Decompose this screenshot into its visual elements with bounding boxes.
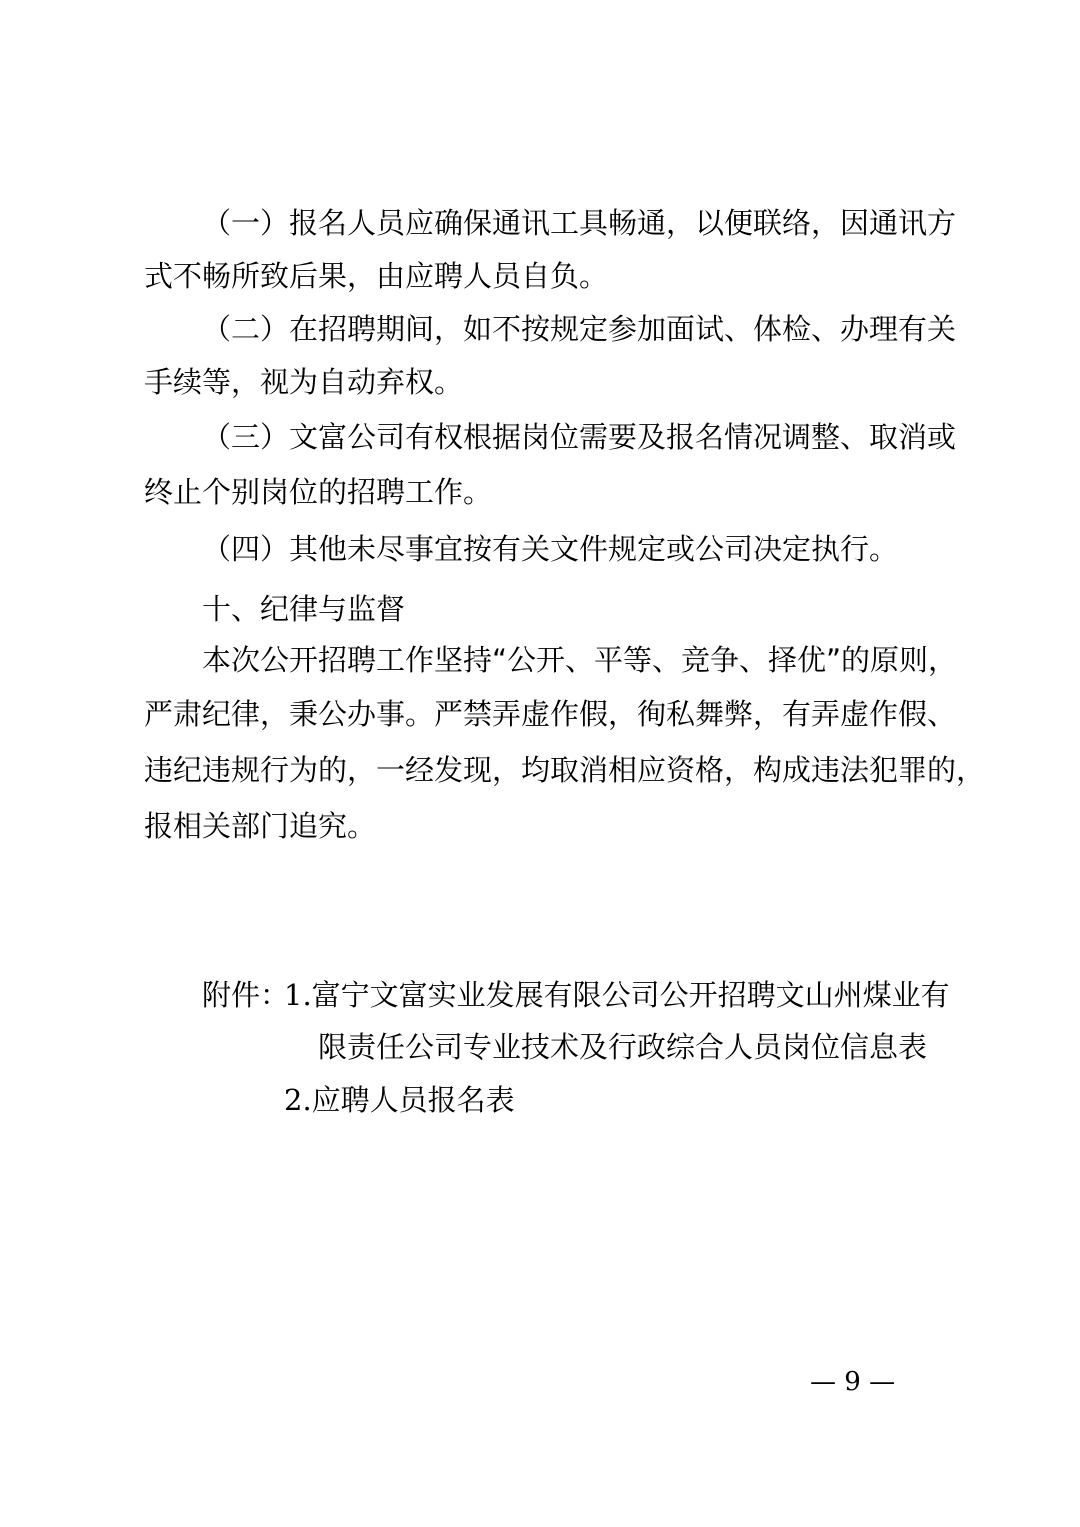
attachment-2-number: 2. [284, 1083, 312, 1117]
attachment-1-title-cont: 限责任公司专业技术及行政综合人员岗位信息表 [318, 1030, 928, 1064]
section-line-1: 本次公开招聘工作坚持“公开、平等、竞争、择优”的原则， [202, 643, 958, 677]
paragraph-3-line-1: （三）文富公司有权根据岗位需要及报名情况调整、取消或 [202, 420, 957, 454]
attachment-2 [284, 1080, 515, 1120]
section-line-3: 违纪违规行为的，一经发现，均取消相应资格，构成违法犯罪的， [144, 753, 986, 787]
paragraph-2-line-2: 手续等，视为自动弃权。 [144, 365, 464, 399]
attachment-1-number: 1. [284, 978, 312, 1012]
section-heading: 十、纪律与监督 [202, 592, 406, 626]
paragraph-1-line-2: 式不畅所致后果，由应聘人员自负。 [144, 259, 609, 293]
attachment-1 [284, 975, 950, 1015]
page-number: — 9 — [810, 1367, 896, 1397]
attachment-1-title: 富宁文富实业发展有限公司公开招聘文山州煤业有 [311, 978, 950, 1012]
paragraph-4: （四）其他未尽事宜按有关文件规定或公司决定执行。 [202, 532, 899, 566]
paragraph-2-line-1: （二）在招聘期间，如不按规定参加面试、体检、办理有关 [202, 312, 957, 346]
section-line-4: 报相关部门追究。 [144, 809, 377, 843]
paragraph-3-line-2: 终止个别岗位的招聘工作。 [144, 475, 493, 509]
section-line-2: 严肃纪律，秉公办事。严禁弄虚作假，徇私舞弊，有弄虚作假、 [144, 697, 957, 731]
attachments-label: 附件： [202, 978, 290, 1012]
paragraph-1-line-1: （一）报名人员应确保通讯工具畅通，以便联络，因通讯方 [202, 206, 957, 240]
attachment-2-title: 应聘人员报名表 [311, 1083, 515, 1117]
